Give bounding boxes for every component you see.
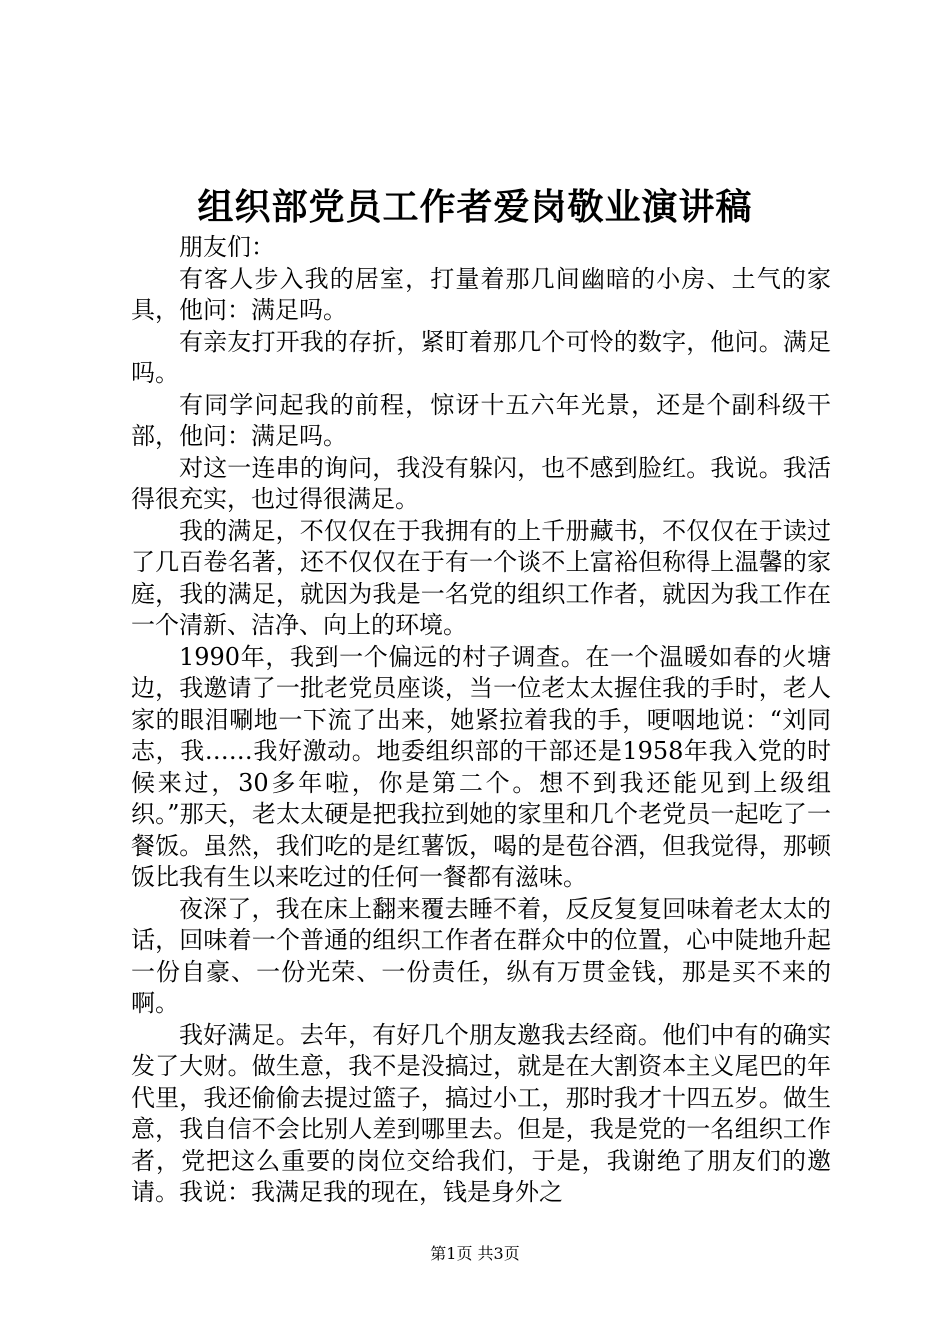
page-number-footer: 第1页 共3页 bbox=[430, 1244, 520, 1263]
document-body bbox=[131, 232, 831, 1209]
paragraph: 我的满足，不仅仅在于我拥有的上千册藏书，不仅仅在于读过了几百卷名著，还不仅仅在于有一个谈不上富裕但称得上温馨的家庭，我的满足，就因为我是一名党的组织工作者，就因为我工作在一个清新、洁净、向上的环境。 bbox=[131, 516, 831, 639]
paragraph: 对这一连串的询问，我没有躲闪，也不感到脸红。我说。我活得很充实，也过得很满足。 bbox=[131, 453, 831, 513]
paragraph: 有亲友打开我的存折，紧盯着那几个可怜的数字，他问。满足吗。 bbox=[131, 327, 831, 387]
paragraph: 有客人步入我的居室，打量着那几间幽暗的小房、土气的家具，他问：满足吗。 bbox=[131, 264, 831, 324]
paragraph: 1990年，我到一个偏远的村子调查。在一个温暖如春的火塘边，我邀请了一批老党员座谈，当一位老太太握住我的手时，老人家的眼泪唰地一下流了出来，她紧拉着我的手，哽咽地说：“刘同志，我……我好激动。地委组织部的干部还是1958年我入党的时候来过，30多年啦，你是第二个。想不到我还能见到上级组织。”那天，老太太硬是把我拉到她的家里和几个老党员一起吃了一餐饭。虽然，我们吃的是红薯饭，喝的是苞谷酒，但我觉得，那顿饭比我有生以来吃过的任何一餐都有滋味。 bbox=[131, 642, 831, 891]
paragraph: 有同学问起我的前程，惊讶十五六年光景，还是个副科级干部，他问：满足吗。 bbox=[131, 390, 831, 450]
paragraph-greeting: 朋友们： bbox=[179, 233, 275, 261]
document-title: 组织部党员工作者爱岗敬业演讲稿 bbox=[197, 187, 753, 228]
paragraph: 夜深了，我在床上翻来覆去睡不着，反反复复回味着老太太的话，回味着一个普通的组织工作者在群众中的位置，心中陡地升起一份自豪、一份光荣、一份责任，纵有万贯金钱，那是买不来的啊。 bbox=[131, 894, 831, 1017]
paragraph: 我好满足。去年，有好几个朋友邀我去经商。他们中有的确实发了大财。做生意，我不是没搞过，就是在大割资本主义尾巴的年代里，我还偷偷去提过篮子，搞过小工，那时我才十四五岁。做生意，我自信不会比别人差到哪里去。但是，我是党的一名组织工作者，党把这么重要的岗位交给我们，于是，我谢绝了朋友们的邀请。我说：我满足我的现在，钱是身外之 bbox=[131, 1020, 831, 1206]
